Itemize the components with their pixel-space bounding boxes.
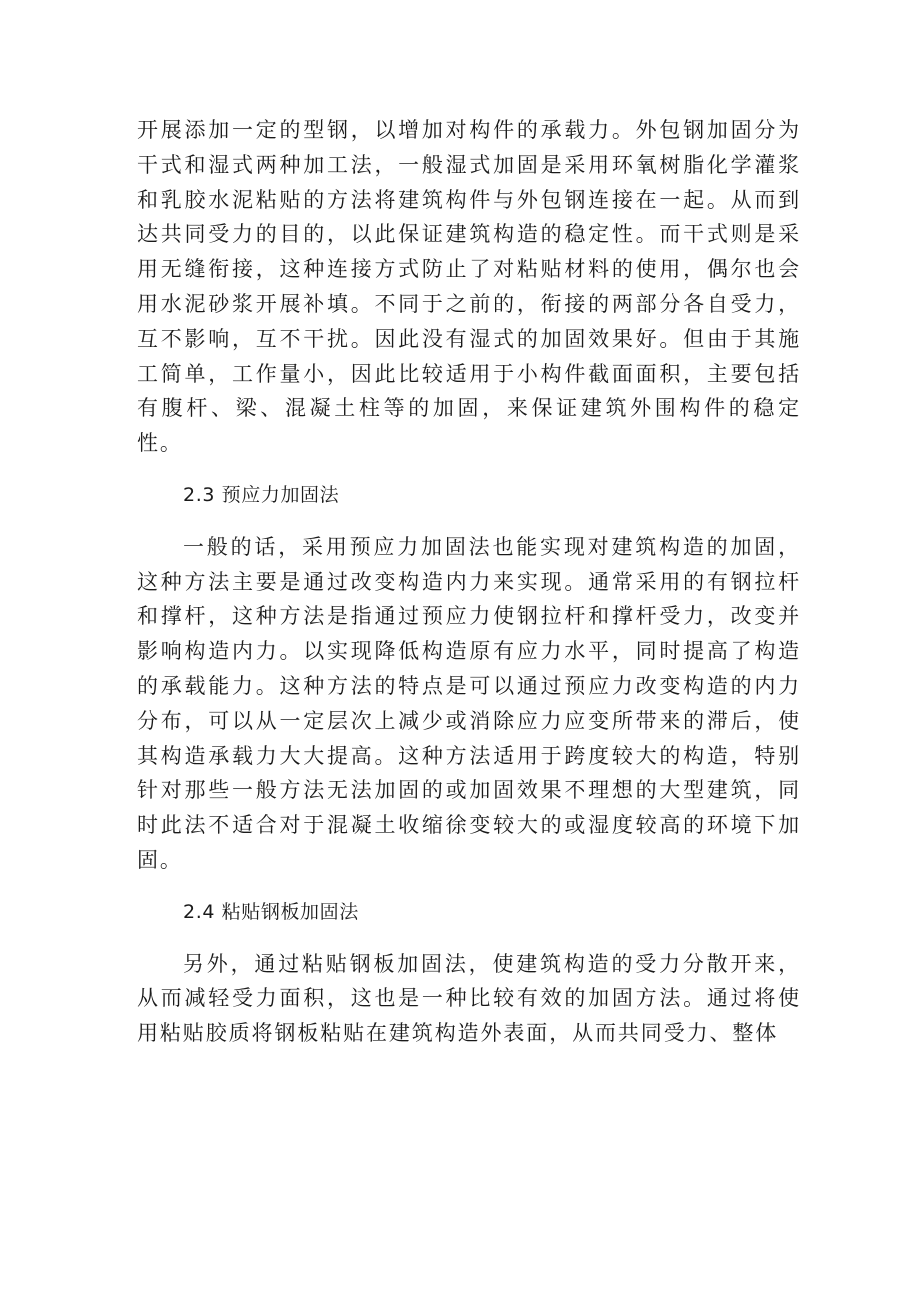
- spacer: [137, 878, 801, 895]
- document-page: [137, 113, 801, 1051]
- spacer: [137, 930, 801, 947]
- paragraph-steel-plate-bonding: 另外，通过粘贴钢板加固法，使建筑构造的受力分散开来，从而减轻受力面积，这也是一种比较有效的加固方法。通过将使用粘贴胶质将钢板粘贴在建筑构造外表面，从而共同受力、整体: [137, 951, 801, 1046]
- section-heading-2-3: 2.3 预应力加固法: [183, 483, 340, 506]
- spacer: [137, 461, 801, 478]
- paragraph-outer-steel-reinforcement: 开展添加一定的型钢，以增加对构件的承载力。外包钢加固分为干式和湿式两种加工法，一般湿式加固是采用环氧树脂化学灌浆和乳胶水泥粘贴的方法将建筑构件与外包钢连接在一起。从而到达共同受力的目的，以此保证建筑构造的稳定性。而干式则是采用无缝衔接，这种连接方式防止了对粘贴材料的使用，偶尔也会用水泥砂浆开展补填。不同于之前的，衔接的两部分各自受力，互不影响，互不干扰。因此没有湿式的加固效果好。但由于其施工简单，工作量小，因此比较适用于小构件截面面积，主要包括有腹杆、梁、混凝土柱等的加固，来保证建筑外围构件的稳定性。: [137, 118, 801, 456]
- paragraph-prestress-reinforcement: 一般的话，采用预应力加固法也能实现对建筑构造的加固，这种方法主要是通过改变构造内力来实现。通常采用的有钢拉杆和撑杆，这种方法是指通过预应力使钢拉杆和撑杆受力，改变并影响构造内力。以实现降低构造原有应力水平，同时提高了构造的承载能力。这种方法的特点是可以通过预应力改变构造的内力分布，可以从一定层次上减少或消除应力应变所带来的滞后，使其构造承载力大大提高。这种方法适用于跨度较大的构造，特别针对那些一般方法无法加固的或加固效果不理想的大型建筑，同时此法不适合对于混凝土收缩徐变较大的或湿度较高的环境下加固。: [137, 534, 801, 872]
- section-heading-2-4: 2.4 粘贴钢板加固法: [183, 900, 359, 923]
- spacer: [137, 513, 801, 530]
